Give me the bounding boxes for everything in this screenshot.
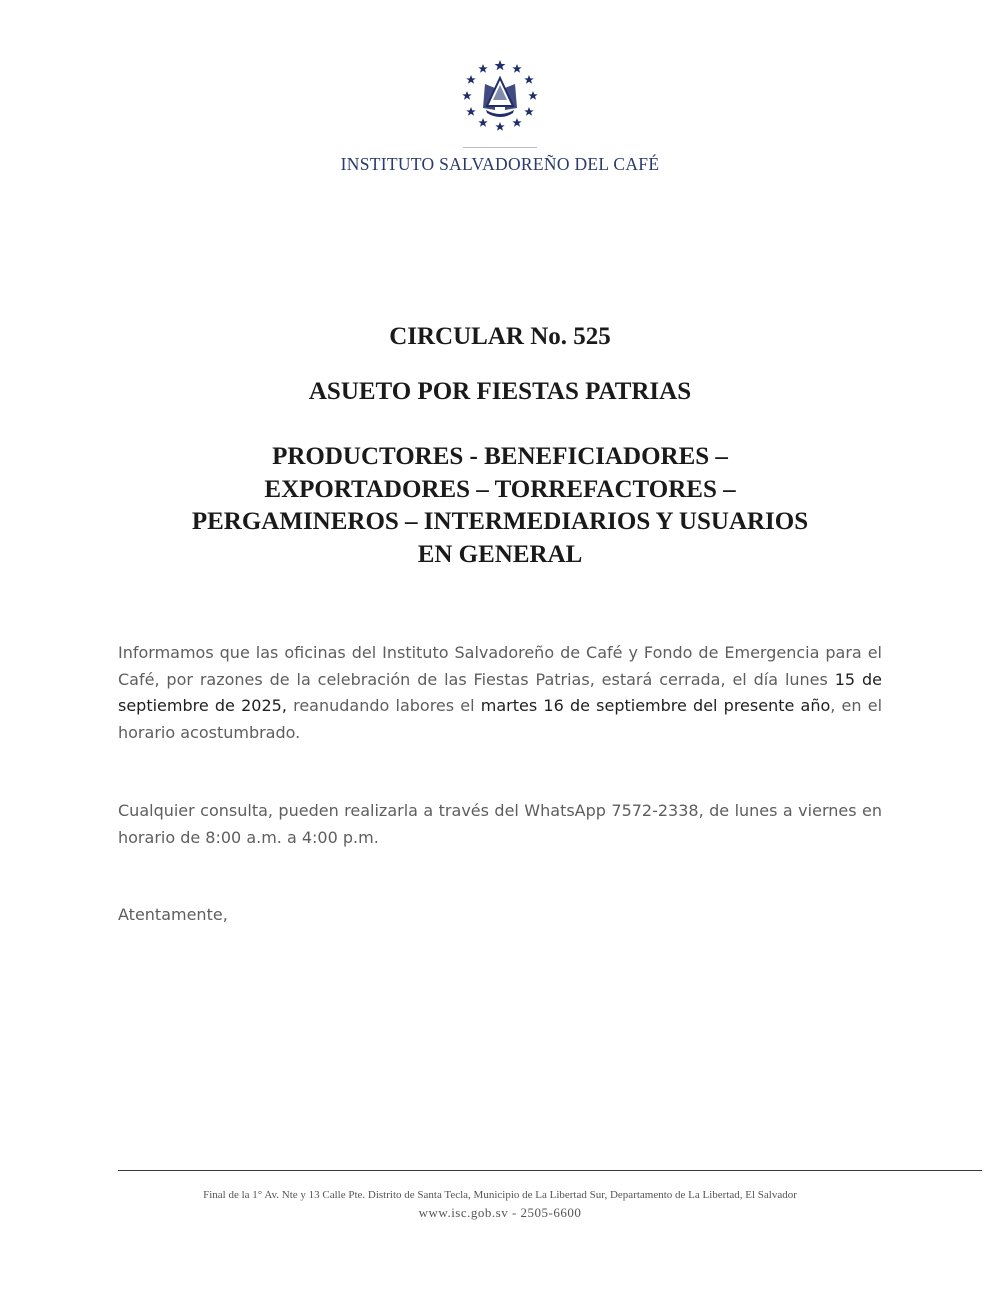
announcement-text: reanudando labores el <box>286 696 481 715</box>
organization-name: INSTITUTO SALVADOREÑO DEL CAFÉ <box>340 154 660 174</box>
announcement-text: , en el horario acostumbrado. <box>118 696 883 742</box>
footer-contact: www.isc.gob.sv - 2505-6600 <box>418 1205 582 1220</box>
announcement-text: Informamos que las oficinas del Instituto Salvadoreño de Café y Fondo de Emergencia para el Café, por razones de la celebración de las Fiestas Patrias, estará cerrada, el día lunes <box>118 643 882 689</box>
coat-of-arms-icon <box>455 58 545 138</box>
seal-divider <box>463 147 537 148</box>
announcement-paragraph <box>118 640 882 746</box>
audience-line: EXPORTADORES – TORREFACTORES – <box>264 475 736 503</box>
footer-divider <box>118 1170 982 1171</box>
audience-line: EN GENERAL <box>417 540 583 568</box>
audience-heading <box>110 441 890 571</box>
circular-number: CIRCULAR No. 525 <box>389 323 611 350</box>
circular-subject: ASUETO POR FIESTAS PATRIAS <box>308 378 692 405</box>
contact-paragraph: Cualquier consulta, pueden realizarla a través del WhatsApp 7572-2338, de lunes a viernes en horario de 8:00 a.m. a 4:00 p.m. <box>118 801 882 847</box>
closing-salutation: Atentamente, <box>118 905 228 924</box>
audience-line: PRODUCTORES - BENEFICIADORES – <box>272 443 728 470</box>
closure-date: 15 de septiembre de 2025, <box>118 669 882 715</box>
resume-date: martes 16 de septiembre del presente año <box>480 696 831 715</box>
audience-line: PERGAMINEROS – INTERMEDIARIOS Y USUARIOS <box>191 508 809 535</box>
footer-address: Final de la 1° Av. Nte y 13 Calle Pte. Distrito de Santa Tecla, Municipio de La Libertad Sur, Departamento de La Libertad, El Salvador <box>203 1189 797 1201</box>
